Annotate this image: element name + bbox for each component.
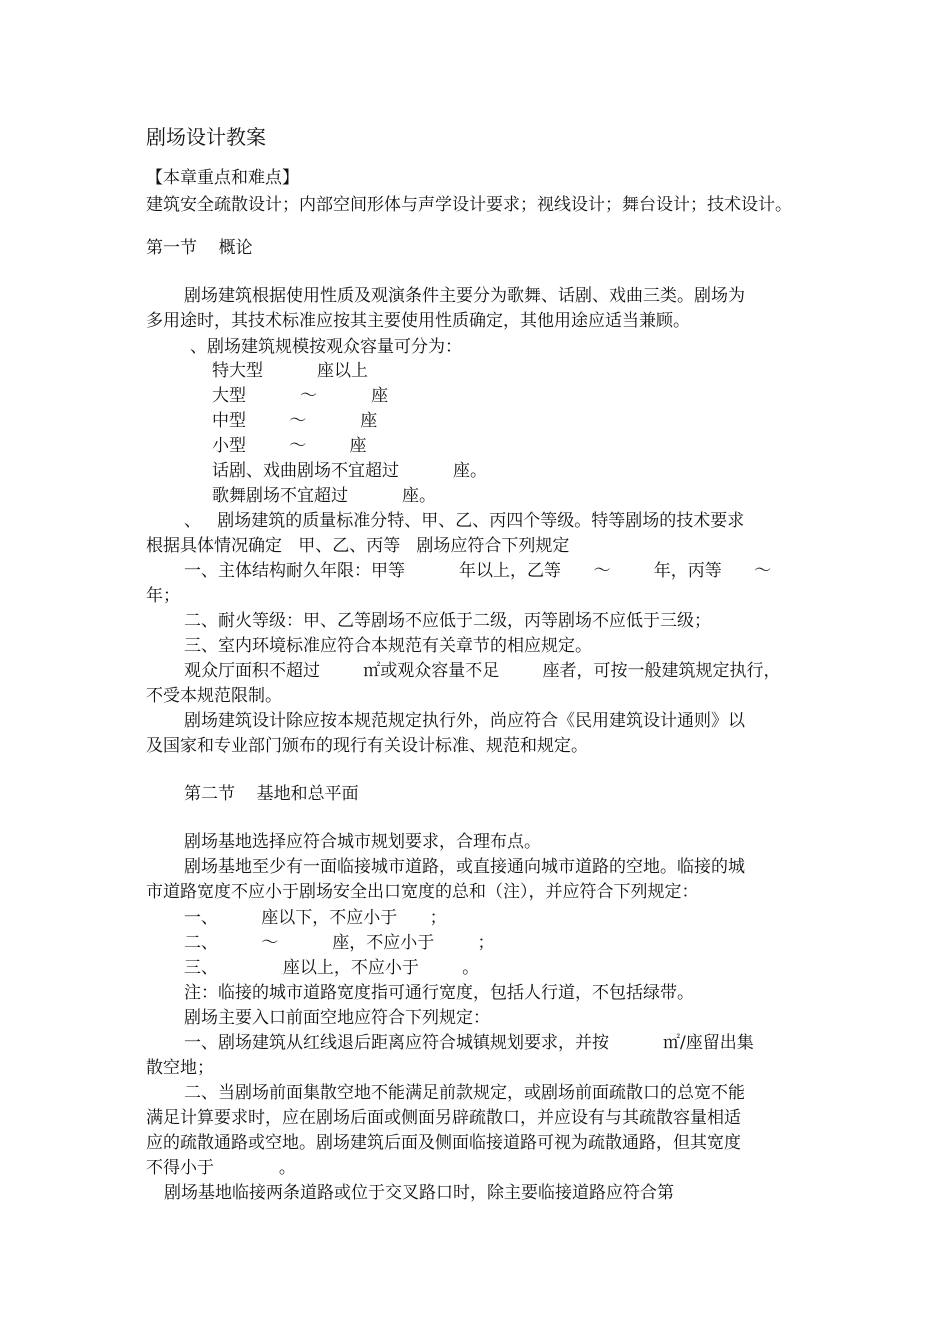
body-line: 话剧、戏曲剧场不宜超过 座。 [212, 461, 488, 481]
body-line: 剧场建筑根据使用性质及观演条件主要分为歌舞、话剧、戏曲三类。剧场为 [184, 286, 745, 306]
body-line: 歌舞剧场不宜超过 座。 [212, 486, 437, 506]
key-points-label: 【本章重点和难点】 [146, 168, 299, 188]
body-line: 三、 座以上，不应小于 。 [184, 958, 480, 978]
body-line: 年； [146, 586, 180, 606]
body-line: 市道路宽度不应小于剧场安全出口宽度的总和（注），并应符合下列规定： [146, 882, 699, 902]
body-line: 一、剧场建筑从红线退后距离应符合城镇规划要求，并按 ㎡/座留出集 [184, 1033, 754, 1053]
body-line: 二、 ～ 座，不应小于 ； [184, 933, 495, 953]
body-line: 不得小于 。 [146, 1158, 296, 1178]
body-line: 特大型 座以上 [212, 361, 369, 381]
section-2-heading: 第二节 基地和总平面 [184, 784, 359, 804]
body-line: 大型 ～ 座 [212, 386, 389, 406]
body-line: 剧场基地至少有一面临接城市道路，或直接通向城市道路的空地。临接的城 [184, 857, 745, 877]
body-line: 散空地； [146, 1058, 214, 1078]
body-line: 及国家和专业部门颁布的现行有关设计标准、规范和规定。 [146, 736, 588, 756]
body-line: 观众厅面积不超过 ㎡或观众容量不足 座者，可按一般建筑规定执行， [184, 661, 781, 681]
body-line: 、剧场建筑规模按观众容量可分为： [190, 337, 462, 357]
body-line: 小型 ～ 座 [212, 436, 367, 456]
document-title: 剧场设计教案 [146, 125, 266, 149]
key-points-text: 建筑安全疏散设计；内部空间形体与声学设计要求；视线设计；舞台设计；技术设计。 [146, 195, 792, 215]
body-line: 多用途时，其技术标准应按其主要使用性质确定，其他用途应适当兼顾。 [146, 311, 690, 331]
body-line: 二、当剧场前面集散空地不能满足前款规定，或剧场前面疏散口的总宽不能 [184, 1083, 745, 1103]
body-line: 一、 座以下，不应小于 ； [184, 908, 447, 928]
body-line: 剧场主要入口前面空地应符合下列规定： [184, 1008, 490, 1028]
body-line: 根据具体情况确定 甲、乙、丙等 剧场应符合下列规定 [146, 536, 570, 556]
body-line: 注：临接的城市道路宽度指可通行宽度，包括人行道，不包括绿带。 [184, 983, 694, 1003]
body-line: 剧场基地临接两条道路或位于交叉路口时，除主要临接道路应符合第 [164, 1183, 674, 1203]
body-line: 剧场建筑设计除应按本规范规定执行外，尚应符合《民用建筑设计通则》以 [184, 711, 745, 731]
body-line: 满足计算要求时，应在剧场后面或侧面另辟疏散口，并应设有与其疏散容量相适 [146, 1108, 741, 1128]
section-1-heading: 第一节 概论 [146, 238, 253, 258]
body-line: 三、室内环境标准应符合本规范有关章节的相应规定。 [184, 636, 592, 656]
body-line: 二、耐火等级：甲、乙等剧场不应低于二级，丙等剧场不应低于三级； [184, 611, 711, 631]
body-line: 应的疏散通路或空地。剧场建筑后面及侧面临接道路可视为疏散通路，但其宽度 [146, 1133, 741, 1153]
body-line: 、 剧场建筑的质量标准分特、甲、乙、丙四个等级。特等剧场的技术要求 [184, 511, 745, 531]
body-line: 一、主体结构耐久年限：甲等 年以上，乙等 ～ 年，丙等 ～ [184, 561, 772, 581]
body-line: 剧场基地选择应符合城市规划要求，合理布点。 [184, 832, 541, 852]
body-line: 中型 ～ 座 [212, 411, 378, 431]
body-line: 不受本规范限制。 [146, 686, 282, 706]
